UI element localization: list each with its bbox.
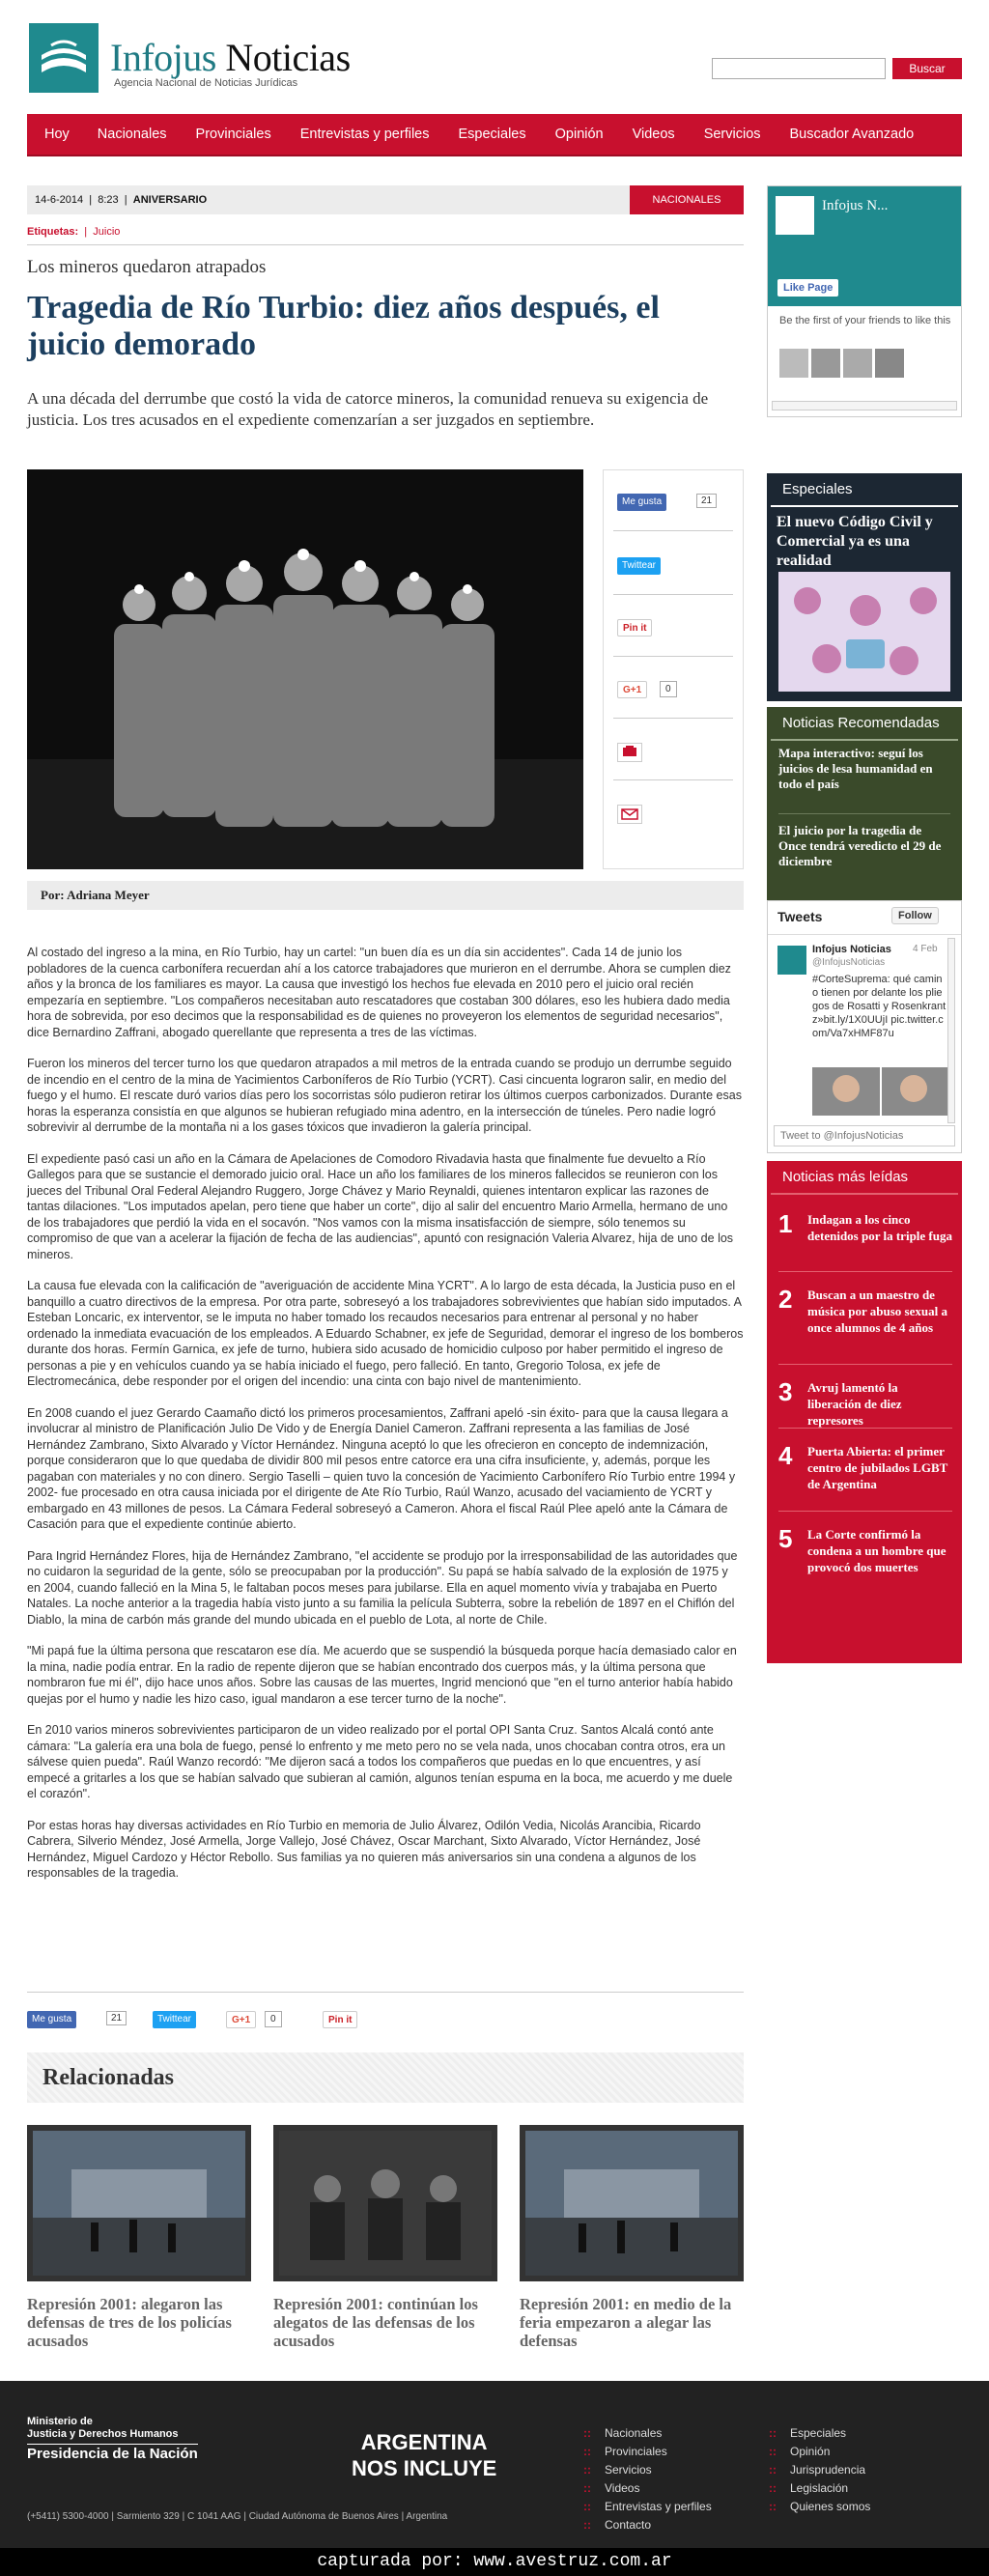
facebook-like-button[interactable] (617, 494, 666, 511)
paragraph: La causa fue elevada con la calificación de "averiguación de accidente Mina YCRT". A lo largo de esta década, la Justicia puso en el banquillo a cuatro directivos de la empresa. Por otra parte, sobreseyó a los trabajadores sobrevivientes que habían sido imputados. A Esteban Loncaric, ex interventor, se le imputa no haber tomado los recaudos necesarios para entrenar al personal y no haber ordenado la inmediata evacuación de los empleados. A Eduardo Schabner, ex jefe de Seguridad, demorar el ingreso de los bomberos durante dos horas. Fermín Garnica, ex jefe de turno, hubiera sido acusado de homicidio culposo por haber permitido el ingreso de personas a pie y en vehículos cuando ya se había iniciado el fuego, pero falleció. En tanto, Gregorio Tolosa, ex jefe de Electromecánica, debe responder por el origen del incendio: una cinta con bajo nivel de mantenimiento. (27, 1279, 744, 1388)
pin-label: Pin it (328, 2015, 353, 2025)
share-divider (613, 779, 733, 780)
paragraph: "Mi papá fue la última persona que rescataron ese día. Me acuerdo que se suspendió la búsqueda porque hacía demasiado calor en la mina, nadie podía entrar. En la radio de repente dijeron que se habían encontrado dos cuerpos más, y la última persona que nombraron fue mi él", dijo hace unos años. Sobre las causas de las muertes, Ingrid mencionó que "en el turno anterior había habido quejas por el humo y nadie les hizo caso, igual mandaron a ese tercer turno de la noche". (27, 1644, 737, 1706)
logo-book-icon (29, 23, 99, 93)
related-title[interactable]: Represión 2001: continúan los alegatos de las defensas de los acusados (273, 2295, 478, 2350)
footer-link[interactable]: :: Especiales (769, 2424, 870, 2443)
tweet-user[interactable]: Infojus Noticias (812, 944, 891, 955)
gplus-button[interactable] (617, 681, 647, 698)
nav-item-especiales[interactable]: Especiales (458, 127, 526, 142)
paragraph: En 2010 varios mineros sobrevivientes participaron de un video realizado por el portal OPI Santa Cruz. Santos Alcalá contó ante cámara: "La galería era una bola de fuego, pensé lo enfrento y me meto pero no se vela nada, unos chocaban contra otros, era un sálvese quien pueda". Raúl Wanzo recordó: "Me dijeron sacá a todos los compañeros que puedas en lo que encuentres, y así empecé a gritarles a los que se habían salvado que subieran al camión, algunos tenían espuma en la boca, me acuerdo y me duele el corazón". (27, 1723, 733, 1800)
tweet-input[interactable]: Tweet to @InfojusNoticias (774, 1125, 955, 1146)
footer-link[interactable]: :: Contacto (583, 2516, 712, 2534)
especiales-title: Especiales (771, 473, 958, 507)
recomendadas-title: Noticias Recomendadas (771, 707, 958, 741)
fb-like-label: Me gusta (32, 2014, 72, 2024)
fb-page-name[interactable]: Infojus N... (822, 198, 889, 213)
especiales-image[interactable] (778, 572, 950, 692)
related-item[interactable] (273, 2125, 497, 2350)
main-nav (27, 114, 962, 156)
twitter-timeline (767, 900, 962, 1153)
footer-link[interactable]: :: Jurisprudencia (769, 2461, 870, 2479)
footer-address: (+5411) 5300-4000 | Sarmiento 329 | C 1041 AAG | Ciudad Autónoma de Buenos Aires | Argentina (27, 2511, 448, 2522)
avatar (875, 349, 904, 378)
slogan-line-1: ARGENTINA (360, 2430, 488, 2454)
nav-item-buscador[interactable]: Buscador Avanzado (789, 127, 915, 142)
article-photo (27, 469, 583, 869)
share-panel (603, 469, 744, 869)
most-read-rank: 2 (778, 1285, 793, 1314)
share-divider (613, 718, 733, 719)
site-name-b: Noticias (215, 36, 351, 79)
tag-link[interactable]: Juicio (93, 226, 121, 238)
related-image (520, 2125, 744, 2281)
recomendada-item[interactable]: Mapa interactivo: seguí los juicios de lesa humanidad en todo el país (778, 746, 933, 791)
bottom-share-bar (27, 2011, 744, 2034)
gplus-count: 0 (265, 2011, 282, 2027)
article-kicker: Los mineros quedaron atrapados (27, 257, 267, 277)
most-read-title-text[interactable]: Avruj lamentó la liberación de diez represores (807, 1380, 902, 1428)
nav-item-videos[interactable]: Videos (632, 127, 675, 142)
fb-friends-text: Be the first of your friends to like this (779, 315, 951, 326)
article-date: 14-6-2014 (35, 194, 84, 206)
avatar[interactable] (777, 946, 806, 975)
especiales-box (767, 473, 962, 701)
most-read-title: Noticias más leídas (771, 1161, 958, 1195)
avatar (779, 349, 808, 378)
site-header (0, 0, 989, 111)
most-read-divider (778, 1511, 952, 1512)
twitter-share-button[interactable] (617, 557, 661, 575)
tweets-divider (768, 934, 961, 935)
footer-link[interactable]: :: Videos (583, 2479, 712, 2498)
most-read-rank: 4 (778, 1441, 793, 1470)
recomendadas-box (767, 707, 962, 900)
presidency-name: Presidencia de la Nación (27, 2446, 198, 2462)
related-image (27, 2125, 251, 2281)
tweets-scrollbar[interactable] (947, 938, 955, 1123)
twitter-share-button[interactable] (153, 2011, 196, 2028)
fb-like-page-button[interactable] (777, 279, 838, 297)
recomendada-item[interactable]: El juicio por la tragedia de Once tendrá veredicto el 29 de diciembre (778, 823, 942, 868)
nav-item-nacionales[interactable]: Nacionales (97, 127, 167, 142)
follow-button[interactable] (891, 907, 939, 924)
most-read-rank: 3 (778, 1377, 793, 1406)
footer-link[interactable]: :: Opinión (769, 2443, 870, 2461)
most-read-rank: 5 (778, 1524, 793, 1553)
search-button[interactable]: Buscar (892, 58, 962, 79)
tags-label: Etiquetas: (27, 226, 79, 238)
related-title[interactable]: Represión 2001: en medio de la feria empezaron a alegar las defensas (520, 2295, 732, 2350)
site-logo[interactable] (29, 23, 386, 97)
slogan (352, 2429, 496, 2481)
follow-label: Follow (898, 910, 932, 921)
pinterest-button[interactable] (323, 2011, 357, 2028)
gplus-label: G+1 (623, 685, 642, 695)
search-input[interactable] (712, 58, 886, 79)
tweets-title: Tweets (777, 909, 823, 924)
ministry-line-2: Justicia y Derechos Humanos (27, 2428, 179, 2440)
nav-item-servicios[interactable]: Servicios (703, 127, 761, 142)
fb-scrollbar[interactable] (772, 401, 957, 410)
most-read-divider (778, 1428, 952, 1429)
most-read-divider (778, 1364, 952, 1365)
footer-link[interactable]: :: Provinciales (583, 2443, 712, 2461)
email-icon[interactable] (617, 805, 642, 824)
share-divider (613, 594, 733, 595)
tags-divider (27, 244, 744, 245)
pin-label: Pin it (623, 623, 647, 634)
article-author: Por: Adriana Meyer (27, 881, 744, 910)
footer-links-col-2 (769, 2424, 870, 2516)
article-body (27, 945, 744, 1897)
most-read-title-text[interactable]: Puerta Abierta: el primer centro de jubilados LGBT de Argentina (807, 1444, 948, 1491)
fb-page-logo-icon (776, 196, 814, 235)
ministry-line-1: Ministerio de (27, 2416, 93, 2427)
nav-item-provinciales[interactable]: Provinciales (195, 127, 271, 142)
tweet-image[interactable] (812, 1067, 947, 1116)
tweet-date: 4 Feb (913, 944, 938, 954)
fb-cover (768, 186, 961, 306)
slogan-line-2: NOS INCLUYE (352, 2456, 497, 2480)
fb-like-count: 21 (696, 494, 717, 508)
fb-like-count: 21 (106, 2011, 127, 2025)
related-item[interactable] (27, 2125, 251, 2350)
footer-link[interactable]: :: Legislación (769, 2479, 870, 2498)
facebook-like-button[interactable] (27, 2011, 76, 2028)
fb-friend-avatars (779, 349, 904, 378)
fb-like-label: Me gusta (622, 496, 663, 507)
paragraph: Para Ingrid Hernández Flores, hija de Hernández Zambrano, "el accidente se produjo por la irresponsabilidad de las autoridades que no cuidaron la seguridad de la gente, sólo se preocupaban por la producción". Su papá se había salvado de la explosión de 1975 y en 2004, cuando falleció en la Mina 5, le faltaban pocos meses para jubilarse. Ella en aquel momento vivía y trabajaba en Puerto Natales. La noche anterior a la tragedia había visto junto a su familia la película Subterra, sobre la rebelión de 1897 en el Chiflón del Diablo, la mina de carbón más grande del mundo ubicada en el pueblo de Lota, al norte de Chile. (27, 1548, 738, 1627)
article-section: ANIVERSARIO (132, 194, 208, 206)
article-meta-bar: 14-6-2014 | 8:23 | ANIVERSARIO (27, 185, 744, 214)
paragraph: Fueron los mineros del tercer turno los que quedaron atrapados a mil metros de la entrada cuando se produjo un derrumbe seguido de incendio en el centro de la mina de Yacimientos Carboníferos de Río Turbio (YCRT). Casi cincuenta lograron salir, en medio del fuego y el humo. El rescate duró varios días pero los socorristas sólo pudieron retirar los últimos cuerpos carbonizados. Durante esas horas la esperanza consistía en que algunos se hubieran refugiado mina adentro, en la intersección de túneles. Pero nadie logró sobrevivir al derrumbe de la montaña ni a los gases tóxicos que invadieron la galería principal. (27, 1057, 742, 1134)
related-heading: Relacionadas (27, 2052, 744, 2103)
footer-links-col-1 (583, 2424, 712, 2534)
share-divider (613, 656, 733, 657)
article-title: Tragedia de Río Turbio: diez años después, el juicio demorado (27, 290, 660, 362)
especiales-headline[interactable]: El nuevo Código Civil y Comercial ya es una realidad (777, 514, 933, 569)
most-read-divider (778, 1271, 952, 1272)
footer-link[interactable]: :: Entrevistas y perfiles (583, 2498, 712, 2516)
nav-item-entrevistas[interactable]: Entrevistas y perfiles (299, 127, 430, 142)
share-divider (613, 530, 733, 531)
ministry-logo[interactable] (27, 2416, 198, 2460)
fb-like-page-label: Like Page (783, 282, 834, 294)
gplus-button[interactable] (226, 2011, 256, 2028)
site-name (110, 35, 351, 80)
nav-item-opinion[interactable]: Opinión (554, 127, 604, 142)
twitter-label: Twittear (622, 560, 657, 571)
section-badge[interactable]: NACIONALES (630, 185, 744, 214)
body-divider (27, 1992, 744, 1993)
tweet-handle: @InfojusNoticias (812, 957, 886, 968)
most-read-rank: 1 (778, 1209, 793, 1238)
paragraph: En 2008 cuando el juez Gerardo Caamaño dictó los primeros procesamientos, Zaffrani apeló -sin éxito- para que la causa llegara a involucrar al ministro de Planificación Julio De Vido y de Energía Daniel Cameron. Zaffrani representa a las familias de José Hernández Zambrano, Sixto Alvarado y Víctor Hernández. Ninguna aceptó lo que les ofrecieron en concepto de indemnización, porque consideraron que lo que quedaba de dividir 800 mil pesos entre catorce era una cifra insuficiente, y, además, porque les pagaban con materiales y no con dinero. Sergio Taselli – quien tuvo la concesión de Yacimiento Carbonífero Río Turbio entre 1994 y 2002- fue procesado en otra causa iniciada por el dirigente de Ate Río Turbio, Raúl Wanzo, acusado del vaciamiento de YCRT y embargado en 43 millones de pesos. La Cámara Federal sobreseyó a Cameron. Ahora el fiscal Raúl Plee apeló ante la Cámara de Casación para que el expediente continúe abierto. (27, 1405, 736, 1531)
related-item[interactable] (520, 2125, 744, 2350)
twitter-label: Twittear (157, 2014, 192, 2024)
paragraph: Por estas horas hay diversas actividades en Río Turbio en memoria de Julio Álvarez, Odilón Vedia, Nicolás Arancibia, Ricardo Cabrera, Silverio Méndez, José Armella, Jorge Vallejo, José Chávez, Oscar Marchant, Sixto Alvarado, Víctor Hernández, José Hernández, Miguel Cardozo y Héctor Rebollo. Sus familias ya no quieren más aniversarios sin una condena a algunos de los responsables de la tragedia. (27, 1818, 701, 1880)
footer-link[interactable]: :: Quienes somos (769, 2498, 870, 2516)
article-time: 8:23 (98, 194, 119, 206)
gplus-label: G+1 (232, 2015, 251, 2025)
site-name-a: Infojus (110, 36, 216, 79)
nav-item-hoy[interactable]: Hoy (44, 127, 70, 142)
tweet-text: #CorteSuprema: qué camino tienen por delante los pliegos de Rosatti y Rosenkrantz»bit.ly/1X0UUjI pic.twitter.com/Va7xHMF87u (812, 974, 947, 1039)
footer-link[interactable]: :: Nacionales (583, 2424, 712, 2443)
most-read-title-text[interactable]: Buscan a un maestro de música por abuso sexual a once alumnos de 4 años (807, 1288, 947, 1335)
paragraph: El expediente pasó casi un año en la Cámara de Apelaciones de Comodoro Rivadavia hasta que finalmente fue devuelto a Río Gallegos para que se sustancie el demorado juicio oral. Hace un año los familiares de los mineros fallecidos se reunieron con los jueces del Tribunal Oral Federal Alejandro Ruggero, Jorge Chávez y Mario Reynaldi, quienes intentaron explicar las razones de tantas dilaciones. "Los imputados apelan, pero tiene que haber un corte", dijo al salir del encuentro Mario Armella, hermano de uno de los trabajadores que perdió la vida en el socavón. "Nos vamos con la misma insatisfacción de siempre, sólo tenemos su compromiso de que van a acelerar la fijación de fecha de las audiencias", apuntó con resignación Valeria Alvarez, hija de uno de los mineros. (27, 1151, 734, 1261)
print-icon[interactable] (617, 743, 642, 762)
paragraph: Al costado del ingreso a la mina, en Río Turbio, hay un cartel: "un buen día es un día sin accidentes". Cada 14 de junio los pobladores de la cuenca carbonífera recuerdan ahí a los catorce trabajadores que murieron en el derrumbe. Ahora se cumplen diez años y la bronca de los familiares es mayor. La causa que investigó los hechos fue elevada en 2010 pero el juicio oral recién empezaría en septiembre. "Los compañeros necesitaban auto rescatadores que costaban 300 dólares, eso les hubiera dado media hora de sobrevida, por eso decimos que la responsabilidad es de quienes no proveyeron los elementos de seguridad necesarios", dice Bernardino Zaffrani, abogado querellante que representa a tres de las víctimas. (27, 946, 731, 1039)
footer-link[interactable]: :: Servicios (583, 2461, 712, 2479)
related-image (273, 2125, 497, 2281)
article-tags: Etiquetas: | Juicio (27, 226, 121, 238)
site-tagline: Agencia Nacional de Noticias Jurídicas (114, 77, 298, 89)
most-read-box (767, 1161, 962, 1663)
recomendadas-divider (778, 813, 950, 814)
gplus-count: 0 (660, 681, 677, 697)
most-read-title-text[interactable]: Indagan a los cinco detenidos por la triple fuga (807, 1212, 952, 1243)
most-read-title-text[interactable]: La Corte confirmó la condena a un hombre que provocó dos muertes (807, 1527, 947, 1574)
related-title[interactable]: Represión 2001: alegaron las defensas de tres de los policías acusados (27, 2295, 232, 2350)
facebook-page-widget (767, 185, 962, 417)
capture-credit: capturada por: www.avestruz.com.ar (0, 2548, 989, 2576)
article-lead: A una década del derrumbe que costó la vida de catorce mineros, la comunidad renueva su exigencia de justicia. Los tres acusados en el expediente comenzarían a ser juzgados en septiembre. (27, 389, 709, 429)
avatar (843, 349, 872, 378)
avatar (811, 349, 840, 378)
pinterest-button[interactable] (617, 619, 652, 637)
